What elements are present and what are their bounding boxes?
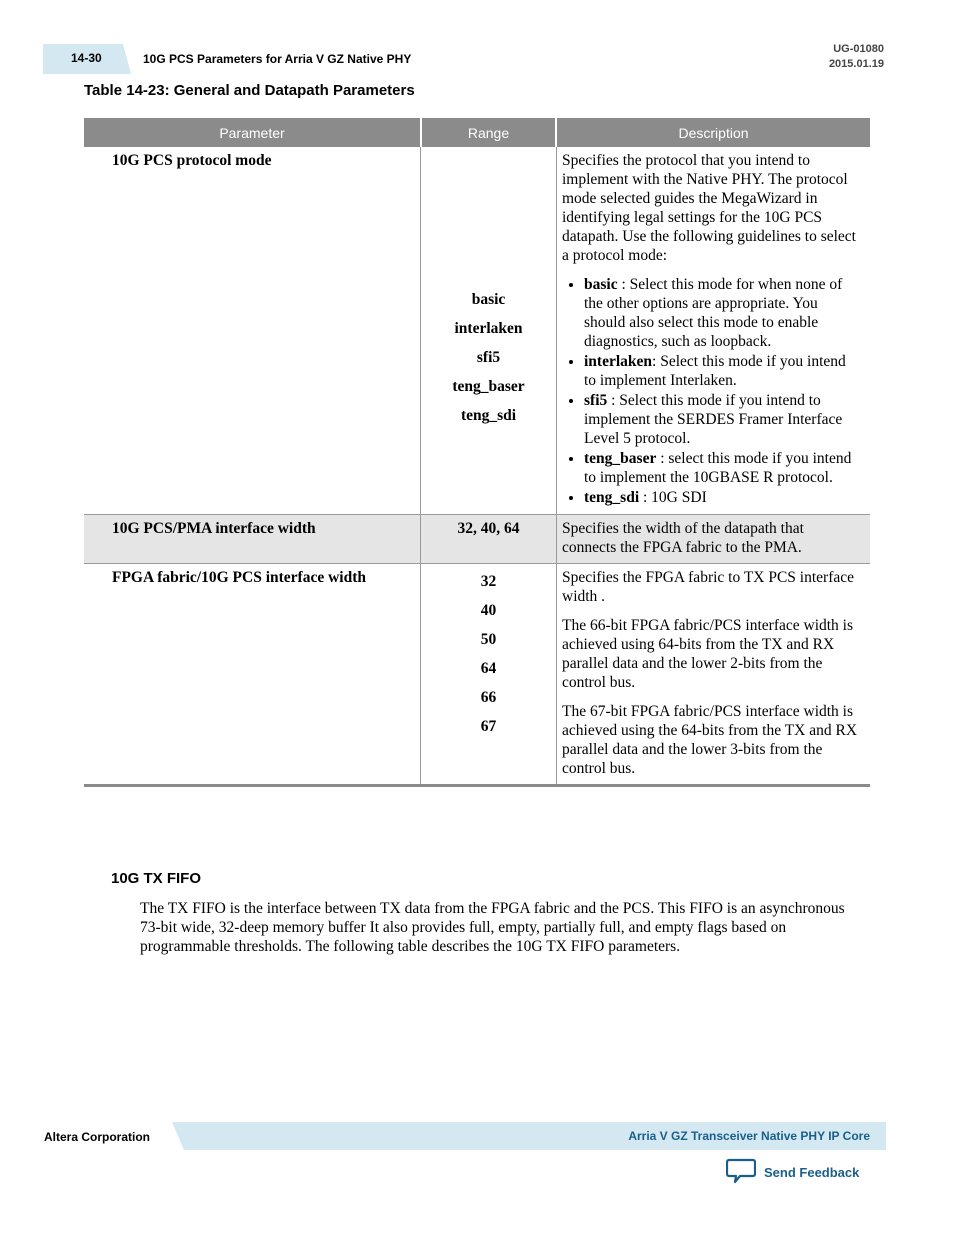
parameter-name: 10G PCS protocol mode [112,152,272,169]
document-date: 2015.01.19 [828,58,884,70]
parameter-name: FPGA fabric/10G PCS interface width [112,569,366,586]
document-id: UG-01080 [833,43,884,55]
list-item [584,352,858,390]
table-row [84,515,870,564]
range-value: 66 [480,689,497,706]
range-values [421,567,556,741]
list-item [584,449,858,487]
bullet-text: : Select this mode for when none of the other options are appropriate. You should also select this mode to enable diagnostics, such as loopback. [584,276,843,350]
range-value: basic [471,291,506,308]
column-header-range: Range [420,118,557,147]
running-header-title: 10G PCS Parameters for Arria V GZ Native PHY [143,52,412,66]
range-value: teng_baser [452,378,525,395]
bullet-term: sfi5 [584,392,608,409]
range-cell [420,147,557,514]
send-feedback-link[interactable] [726,1158,859,1187]
bullet-text: : 10G SDI [639,489,707,506]
range-cell [420,564,557,784]
range-value: 32 [480,573,497,590]
footer-doc-title[interactable]: Arria V GZ Transceiver Native PHY IP Core [628,1129,870,1143]
range-value: 40 [480,602,497,619]
table-header-row [84,118,870,147]
bullet-text: : Select this mode if you intend to implement Interlaken. [584,353,846,389]
bullet-term: teng_sdi [584,489,640,506]
list-item [584,488,858,507]
page-number: 14-30 [71,51,102,65]
range-cell: 32, 40, 64 [420,515,557,563]
bullet-text: : Select this mode if you intend to implement the SERDES Framer Interface Level 5 protocol. [584,392,843,447]
bullet-term: basic [584,276,618,293]
range-value: 50 [480,631,497,648]
column-header-description: Description [557,118,870,147]
description-paragraph: The 67-bit FPGA fabric/PCS interface width is achieved using the 64-bits from the TX and RX parallel data and the lower 3-bits from the control bus. [562,703,858,777]
table-caption: Table 14-23: General and Datapath Parameters [84,82,415,99]
column-header-parameter: Parameter [84,118,420,147]
bullet-text: : select this mode if you intend to implement the 10GBASE R protocol. [584,450,852,486]
bullet-term: teng_baser [584,450,657,467]
parameters-table [84,118,870,787]
description-paragraph: The 66-bit FPGA fabric/PCS interface width is achieved using 64-bits from the TX and RX parallel data and the lower 2-bits from the control bus. [562,617,854,691]
description-cell [557,147,870,514]
range-values [421,285,556,430]
speech-bubble-icon [726,1158,756,1187]
send-feedback-label[interactable]: Send Feedback [764,1165,860,1180]
range-value: sfi5 [476,349,501,366]
description-cell: Specifies the width of the datapath that connects the FPGA fabric to the PMA. [562,520,804,556]
description-intro: Specifies the protocol that you intend to implement with the Native PHY. The protocol mode selected guides the MegaWizard in identifying legal settings for the 10G PCS datapath. Use the following guidelines to select a protocol mode: [562,152,856,264]
list-item [584,275,858,351]
range-value: 64 [480,660,497,677]
bullet-term: interlaken [584,353,653,370]
description-cell [557,564,870,784]
footer-company: Altera Corporation [44,1130,151,1144]
table-row [84,147,870,515]
parameter-name: 10G PCS/PMA interface width [112,520,316,537]
section-body-text: The TX FIFO is the interface between TX data from the FPGA fabric and the PCS. This FIFO is an asynchronous 73-bit wide, 32-deep memory buffer It also provides full, empty, partially full, and empty flags based on programmable thresholds. The following table describes the 10G TX FIFO parameters. [140,900,845,955]
range-value: teng_sdi [460,407,517,424]
table-row [84,564,870,787]
description-paragraph: Specifies the FPGA fabric to TX PCS interface width . [562,569,855,605]
range-value: 67 [480,718,497,735]
list-item [584,391,858,448]
protocol-mode-list [562,275,858,507]
section-heading: 10G TX FIFO [111,870,202,887]
range-value: interlaken [454,320,523,337]
